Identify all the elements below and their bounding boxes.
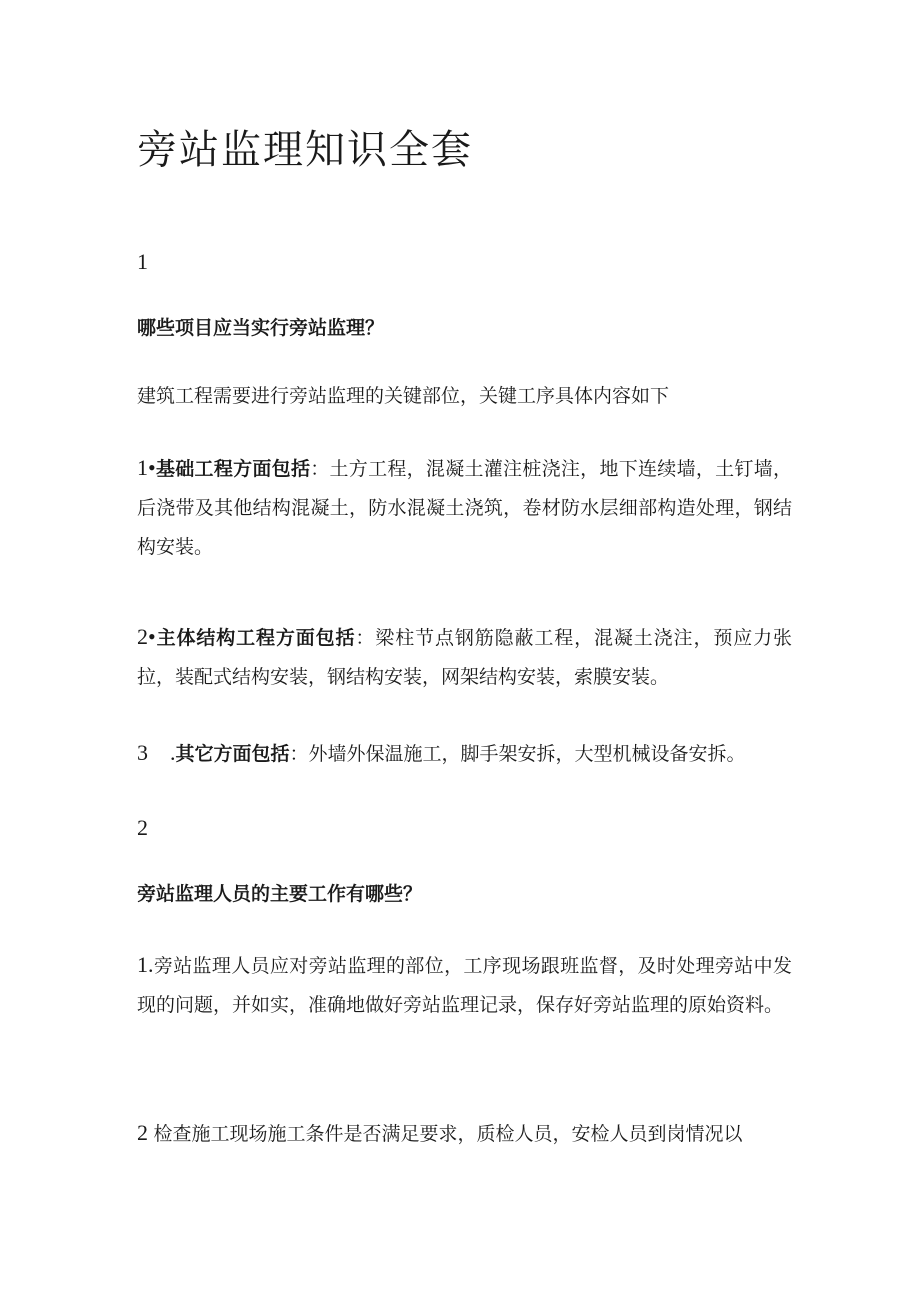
item-heading: 主体结构工程方面包括 — [155, 627, 356, 649]
item-number: 2• — [137, 624, 156, 649]
item-body: ：外墙外保温施工，脚手架安拆，大型机械设备安拆。 — [289, 743, 746, 765]
item-number: 1. — [137, 952, 154, 977]
list-item — [137, 448, 792, 567]
item-heading: 基础工程方面包括 — [155, 458, 311, 480]
item-body: 检查施工现场施工条件是否满足要求，质检人员，安检人员到岗情况以 — [153, 1123, 743, 1145]
item-body: ：梁柱节点钢筋隐蔽工程，混凝土浇注，预应力张拉，装配式结构安装，钢结构安装，网架结构安装，索膜安装。 — [137, 627, 792, 688]
section-intro: 建筑工程需要进行旁站监理的关键部位，关键工序具体内容如下 — [137, 385, 670, 407]
section-number: 1 — [137, 249, 148, 274]
page-title: 旁站监理知识全套 — [137, 127, 473, 173]
list-item — [137, 945, 792, 1025]
list-item — [137, 1113, 792, 1154]
list-item — [137, 733, 792, 774]
section-question: 旁站监理人员的主要工作有哪些？ — [137, 883, 423, 905]
section-number: 2 — [137, 815, 148, 840]
section-question: 哪些项目应当实行旁站监理？ — [137, 317, 385, 339]
item-body: ：土方工程，混凝土灌注桩浇注，地下连续墙，土钉墙，后浇带及其他结构混凝土，防水混凝土浇筑，卷材防水层细部构造处理，钢结构安装。 — [137, 458, 792, 558]
item-body: 旁站监理人员应对旁站监理的部位，工序现场跟班监督，及时处理旁站中发现的问题，并如实，准确地做好旁站监理记录，保存好旁站监理的原始资料。 — [137, 955, 792, 1016]
item-number: 3 . — [137, 740, 176, 765]
list-item — [137, 617, 792, 697]
item-number: 2 — [137, 1120, 154, 1145]
item-heading: 其它方面包括 — [175, 743, 290, 765]
item-number: 1• — [137, 455, 156, 480]
